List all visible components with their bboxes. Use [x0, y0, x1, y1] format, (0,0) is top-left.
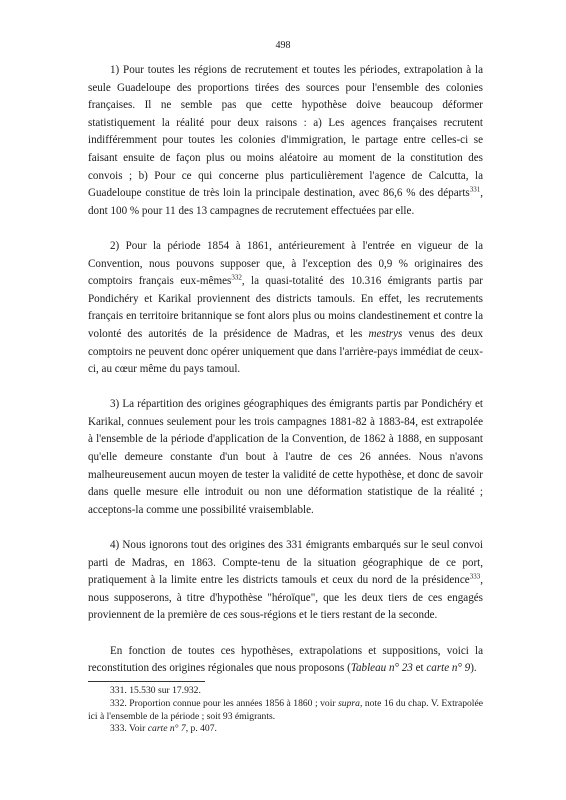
paragraph-1-text-b: , dont 100 % pour 11 des 13 campagnes de recrutement effectuées par elle.: [88, 187, 483, 217]
footnote-333: [88, 723, 483, 736]
footnote-333-text-b: , p. 407.: [185, 723, 217, 735]
footnote-separator: [88, 681, 205, 682]
paragraph-5: [88, 643, 483, 678]
footnote-ref-333: 333: [469, 572, 481, 581]
footnote-331: 331. 15.530 sur 17.932.: [110, 685, 201, 696]
footnote-ref-332: 332: [231, 273, 242, 282]
footnote-333-italic: carte n° 7: [147, 723, 186, 735]
paragraph-4: [88, 537, 483, 625]
footnote-332-italic: supra: [338, 697, 360, 709]
paragraph-4-text-b: , nous supposerons, à titre d'hypothèse "héroïque", que les deux tiers de ces engagés proviennent de la première de ces sous-régions et le tiers restant de la seconde.: [88, 574, 483, 622]
body-text: [88, 62, 483, 678]
paragraph-1-text-a: 1) Pour toutes les régions de recrutement et toutes les périodes, extrapolation à la seule Guadeloupe des proportions tirées des sources pour l'ensemble des colonies françaises. Il ne semble pas que cette hypothèse doive beaucoup déformer statistiquement la réalité pour deux raisons : a) Les agences françaises recrutent indifféremment pour toutes les colonies d'immigration, le partage entre celles-ci se faisant ensuite de façon plus ou moins aléatoire au moment de la constitution des convois ; b) Pour ce qui concerne plus particulièrement l'agence de Calcutta, la Guadeloupe constitue de très loin la principale destination, avec 86,6 % des départs: [88, 64, 483, 200]
footnote-333-text-a: 333. Voir: [110, 723, 148, 735]
footnotes: [88, 685, 483, 736]
paragraph-3: 3) La répartition des origines géographiques des émigrants partis par Pondichéry et Karikal, connues seulement pour les trois campagnes 1881-82 à 1883-84, est extrapolée à l'ensemble de la période d'application de la Convention, de 1862 à 1888, en supposant qu'elle demeure constante d'un bout à l'autre de ces 26 années. Nous n'avons malheureusement aucun moyen de tester la validité de cette hypothèse, et donc de savoir dans quelle mesure elle introduit ou non une déformation statistique de la réalité ; acceptons-la comme une possibilité vraisemblable.: [88, 398, 483, 516]
paragraph-5-text-mid: et: [412, 662, 427, 675]
paragraph-5-italic-tableau: Tableau n° 23: [350, 662, 413, 675]
paragraph-5-text-b: ).: [470, 662, 477, 675]
page-number: 498: [275, 40, 291, 51]
paragraph-2: [88, 238, 483, 379]
paragraph-5-text-a: En fonction de toutes ces hypothèses, extrapolations et suppositions, voici la reconstitution des origines régionales que nous proposons (: [88, 644, 483, 675]
footnote-ref-331: 331: [469, 185, 481, 194]
footnote-332: [88, 698, 483, 724]
footnote-332-text-a: 332. Proportion connue pour les années 1856 à 1860 ; voir: [110, 697, 339, 709]
paragraph-4-text-a: 4) Nous ignorons tout des origines des 331 émigrants embarqués sur le seul convoi parti de Madras, en 1863. Compte-tenu de la situation géographique de ce port, pratiquement à la limite entre les districts tamouls et ceux du nord de la présidence: [88, 539, 483, 587]
paragraph-2-text-a: 2) Pour la période 1854 à 1861, antérieurement à l'entrée en vigueur de la Convention, nous pouvons supposer que, à l'exception des 0,9 % originaires des comptoirs français eux-mêmes: [88, 239, 483, 288]
footnote-332-text-b: , note 16 du chap. V. Extrapolée ici à l'ensemble de la période ; soit 93 émigrants.: [88, 697, 483, 722]
paragraph-2-text-b: , la quasi-totalité des 10.316 émigrants partis par Pondichéry et Karikal proviennent des districts tamouls. En effet, les recrutements français en territoire britannique se font alors plus ou moins clandestinement et contre la volonté des autorités de la présidence de Madras, et les: [88, 275, 483, 340]
paragraph-2-text-c: venus des deux comptoirs ne peuvent donc opérer uniquement que dans l'arrière-pays immédiat de ceux-ci, au cœur même du pays tamoul.: [88, 327, 484, 376]
paragraph-5-italic-carte: carte n° 9: [426, 662, 471, 675]
paragraph-2-italic-mestrys: mestrys: [368, 327, 403, 340]
paragraph-1: [88, 62, 483, 220]
